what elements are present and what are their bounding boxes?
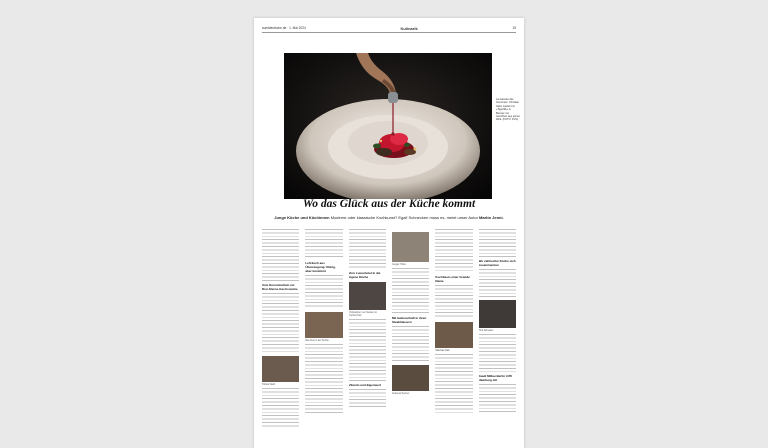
article-headline: Wo das Glück aus der Küche kommt [302, 198, 476, 210]
portrait-photo [435, 322, 472, 348]
portrait-photo [392, 365, 429, 391]
subheading: Kochbasis einer Grande Dame [435, 275, 470, 283]
body-text-block [392, 326, 429, 362]
body-text-block [479, 229, 516, 257]
body-text-block [435, 229, 472, 273]
portrait-photo [305, 312, 342, 338]
column-1 [262, 229, 299, 442]
subheading: Vitamin und Eigenwert [348, 383, 381, 387]
body-text-block [305, 344, 342, 414]
subheading: Vom Luxushotel in die eigene Küche [348, 271, 381, 279]
body-text-block [305, 229, 342, 259]
page-number: 15 [512, 26, 516, 30]
portrait-photo [479, 300, 516, 328]
body-text-block [479, 334, 516, 372]
hero-caption: La Gazette des Gourmets: Christian Hahn zaubert im «Tigerlilly» in Bernau mit Gerichten aus seiner Welt. (FOTO: ZVG) [496, 98, 520, 122]
subheading: Wo zahlreiche Köche sich zusammentun [478, 259, 516, 267]
portrait-photo [392, 232, 429, 262]
teaser-text: Moderne oder klassische Kochkunst? Egal! Schnecken muss es, meint unser Autor [330, 215, 478, 220]
portrait-photo [262, 356, 299, 382]
photo-caption: Andreas Sponer. [391, 392, 410, 395]
subheading: Vom Kunststudium zur Drei-Sterne-Gastronomie [262, 283, 298, 291]
column-3 [349, 229, 386, 442]
header-publication: sueddeutsche.de · 1. Mai 2024 [262, 26, 306, 30]
body-text-block [435, 285, 472, 319]
body-text-block [262, 388, 299, 428]
body-text-block [349, 389, 386, 409]
photo-caption: Tina Schuster. [478, 329, 494, 332]
body-text-block [349, 319, 386, 381]
photo-caption: Matthias Rain. [435, 349, 451, 352]
photo-caption: Christopher von Stetten ist Küchenchef. [348, 311, 377, 317]
column-2 [305, 229, 342, 442]
subheading: Mit leidenschaft in ihren Steakhäusern [391, 316, 427, 324]
subheading: Gault Millau Berlin trifft Hamburg mit [478, 374, 512, 382]
page-header [262, 24, 516, 33]
body-text-block [479, 269, 516, 297]
portrait-photo [349, 282, 386, 310]
column-5 [435, 229, 472, 442]
column-4 [392, 229, 429, 442]
article-columns [262, 229, 516, 442]
teaser-lead: Junge Köche und Köchinnen [274, 215, 330, 220]
article-teaser [264, 215, 514, 220]
body-text-block [349, 229, 386, 269]
newspaper-page [254, 18, 524, 448]
photo-caption: Gregor Hofer. [391, 263, 407, 266]
body-text-block [392, 268, 429, 314]
subheading: Lehrkoch aus Überzeugung: Ruhig, aber bestimmt [305, 261, 336, 273]
body-text-block [479, 384, 516, 414]
photo-caption: Das Duo in der Küche. [305, 339, 330, 342]
teaser-author: Martin Jenni. [479, 215, 504, 220]
body-text-block [435, 354, 472, 414]
column-6 [479, 229, 516, 442]
photo-caption: Tobias Weiß. [262, 383, 276, 386]
body-text-block [262, 293, 299, 353]
section-title: Kulinarik [400, 25, 418, 31]
body-text-block [262, 229, 299, 281]
body-text-block [305, 275, 342, 309]
plated-dish-illustration [284, 53, 492, 199]
hero-photo [284, 53, 492, 199]
